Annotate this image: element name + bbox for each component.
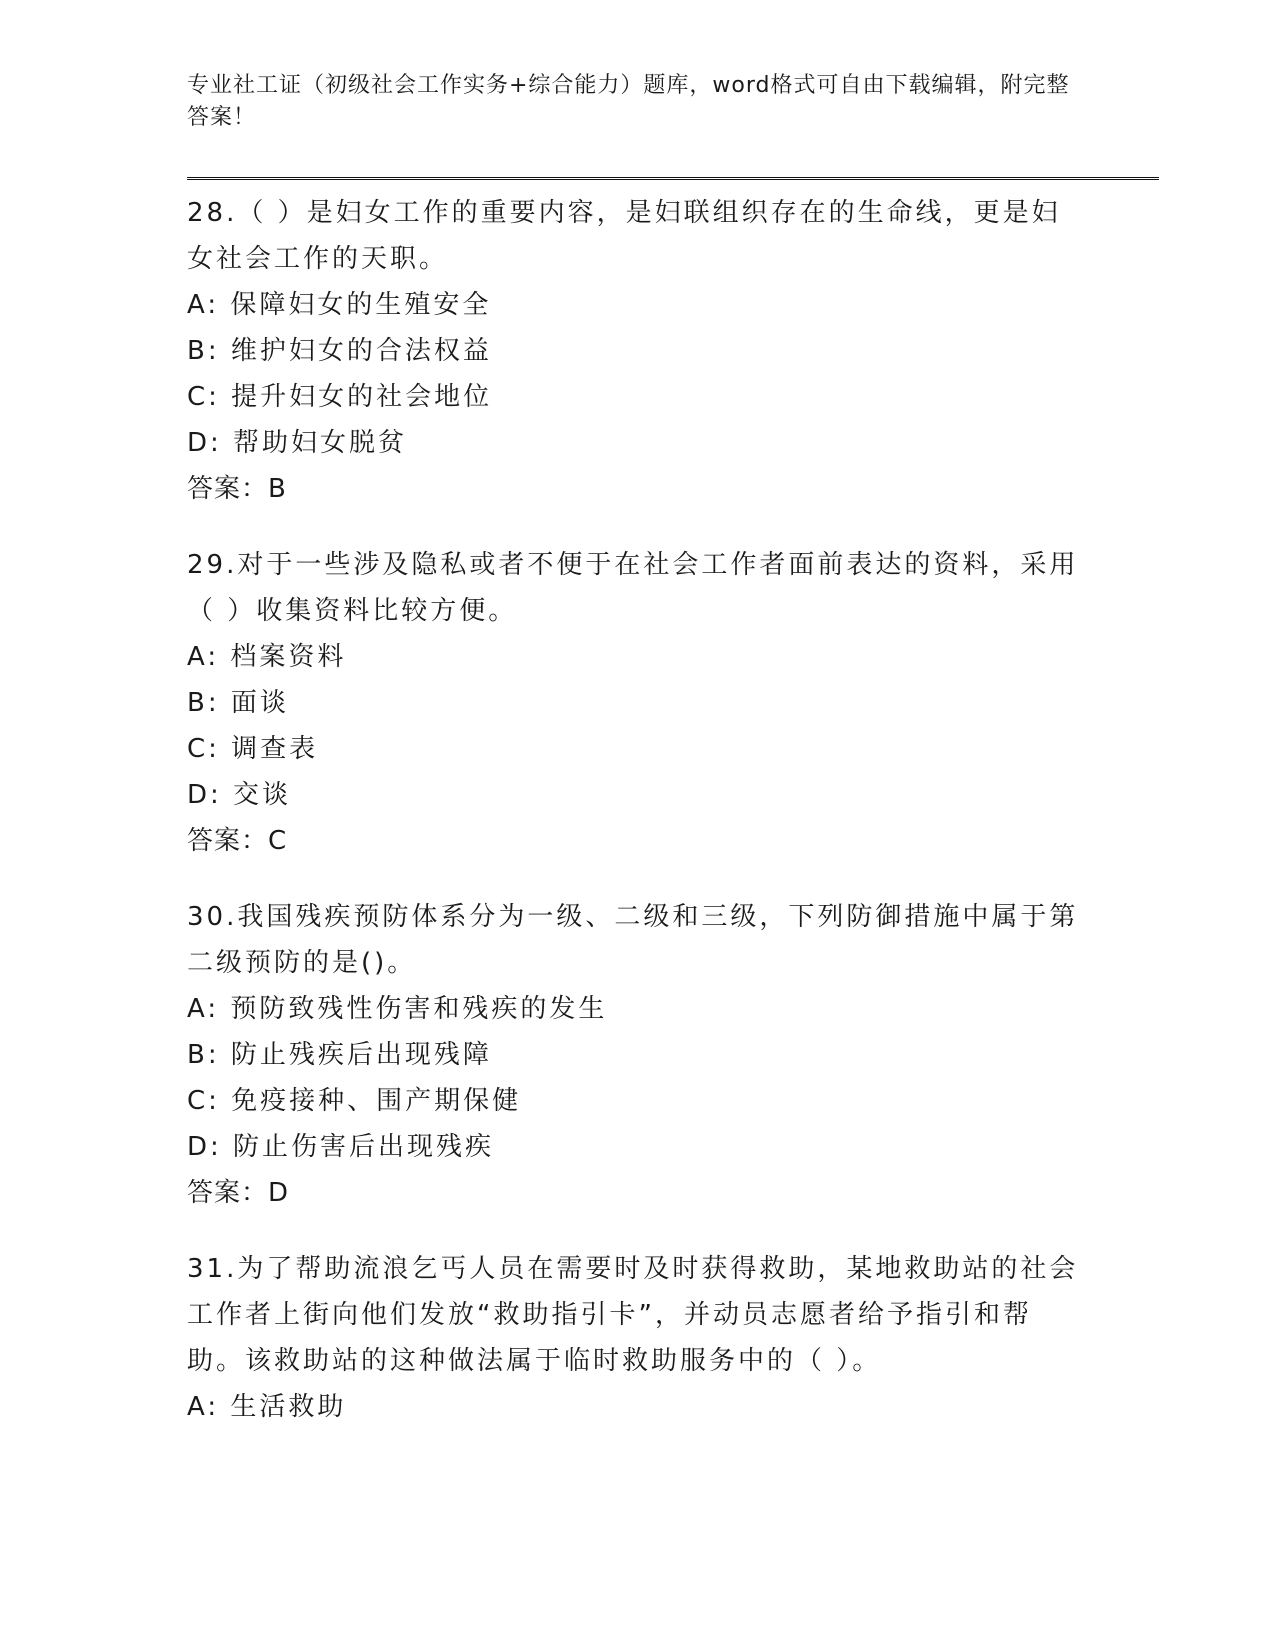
answer-line: 答案：B [187,474,287,504]
question-31 [187,1246,1087,1430]
header-title: 专业社工证（初级社会工作实务+综合能力）题库，word格式可自由下载编辑，附完整答案！ [187,73,1070,130]
question-29 [187,542,1087,864]
question-stem: 31.为了帮助流浪乞丐人员在需要时及时获得救助，某地救助站的社会工作者上街向他们发放“救助指引卡”，并动员志愿者给予指引和帮助。该救助站的这种做法属于临时救助服务中的（ ）。 [187,1254,1079,1376]
question-stem: 30.我国残疾预防体系分为一级、二级和三级，下列防御措施中属于第二级预防的是()。 [187,902,1079,978]
option-a: A: 预防致残性伤害和残疾的发生 [187,994,608,1024]
option-a: A: 生活救助 [187,1392,347,1422]
document-header [187,70,1087,134]
option-a: A: 保障妇女的生殖安全 [187,290,492,320]
question-list [187,190,1087,1460]
option-c: C: 调查表 [187,734,319,764]
option-b: B: 面谈 [187,688,289,718]
question-stem: 28.（ ）是妇女工作的重要内容，是妇联组织存在的生命线，更是妇女社会工作的天职。 [187,198,1061,274]
question-30 [187,894,1087,1216]
question-stem: 29.对于一些涉及隐私或者不便于在社会工作者面前表达的资料，采用（ ）收集资料比较方便。 [187,550,1079,626]
option-d: D: 交谈 [187,780,292,810]
question-28 [187,190,1087,512]
option-c: C: 提升妇女的社会地位 [187,382,493,412]
option-a: A: 档案资料 [187,642,347,672]
answer-line: 答案：D [187,1178,290,1208]
option-d: D: 帮助妇女脱贫 [187,428,408,458]
option-d: D: 防止伤害后出现残疾 [187,1132,495,1162]
option-b: B: 维护妇女的合法权益 [187,336,492,366]
option-b: B: 防止残疾后出现残障 [187,1040,492,1070]
answer-line: 答案：C [187,826,288,856]
header-divider [187,177,1159,180]
option-c: C: 免疫接种、围产期保健 [187,1086,522,1116]
